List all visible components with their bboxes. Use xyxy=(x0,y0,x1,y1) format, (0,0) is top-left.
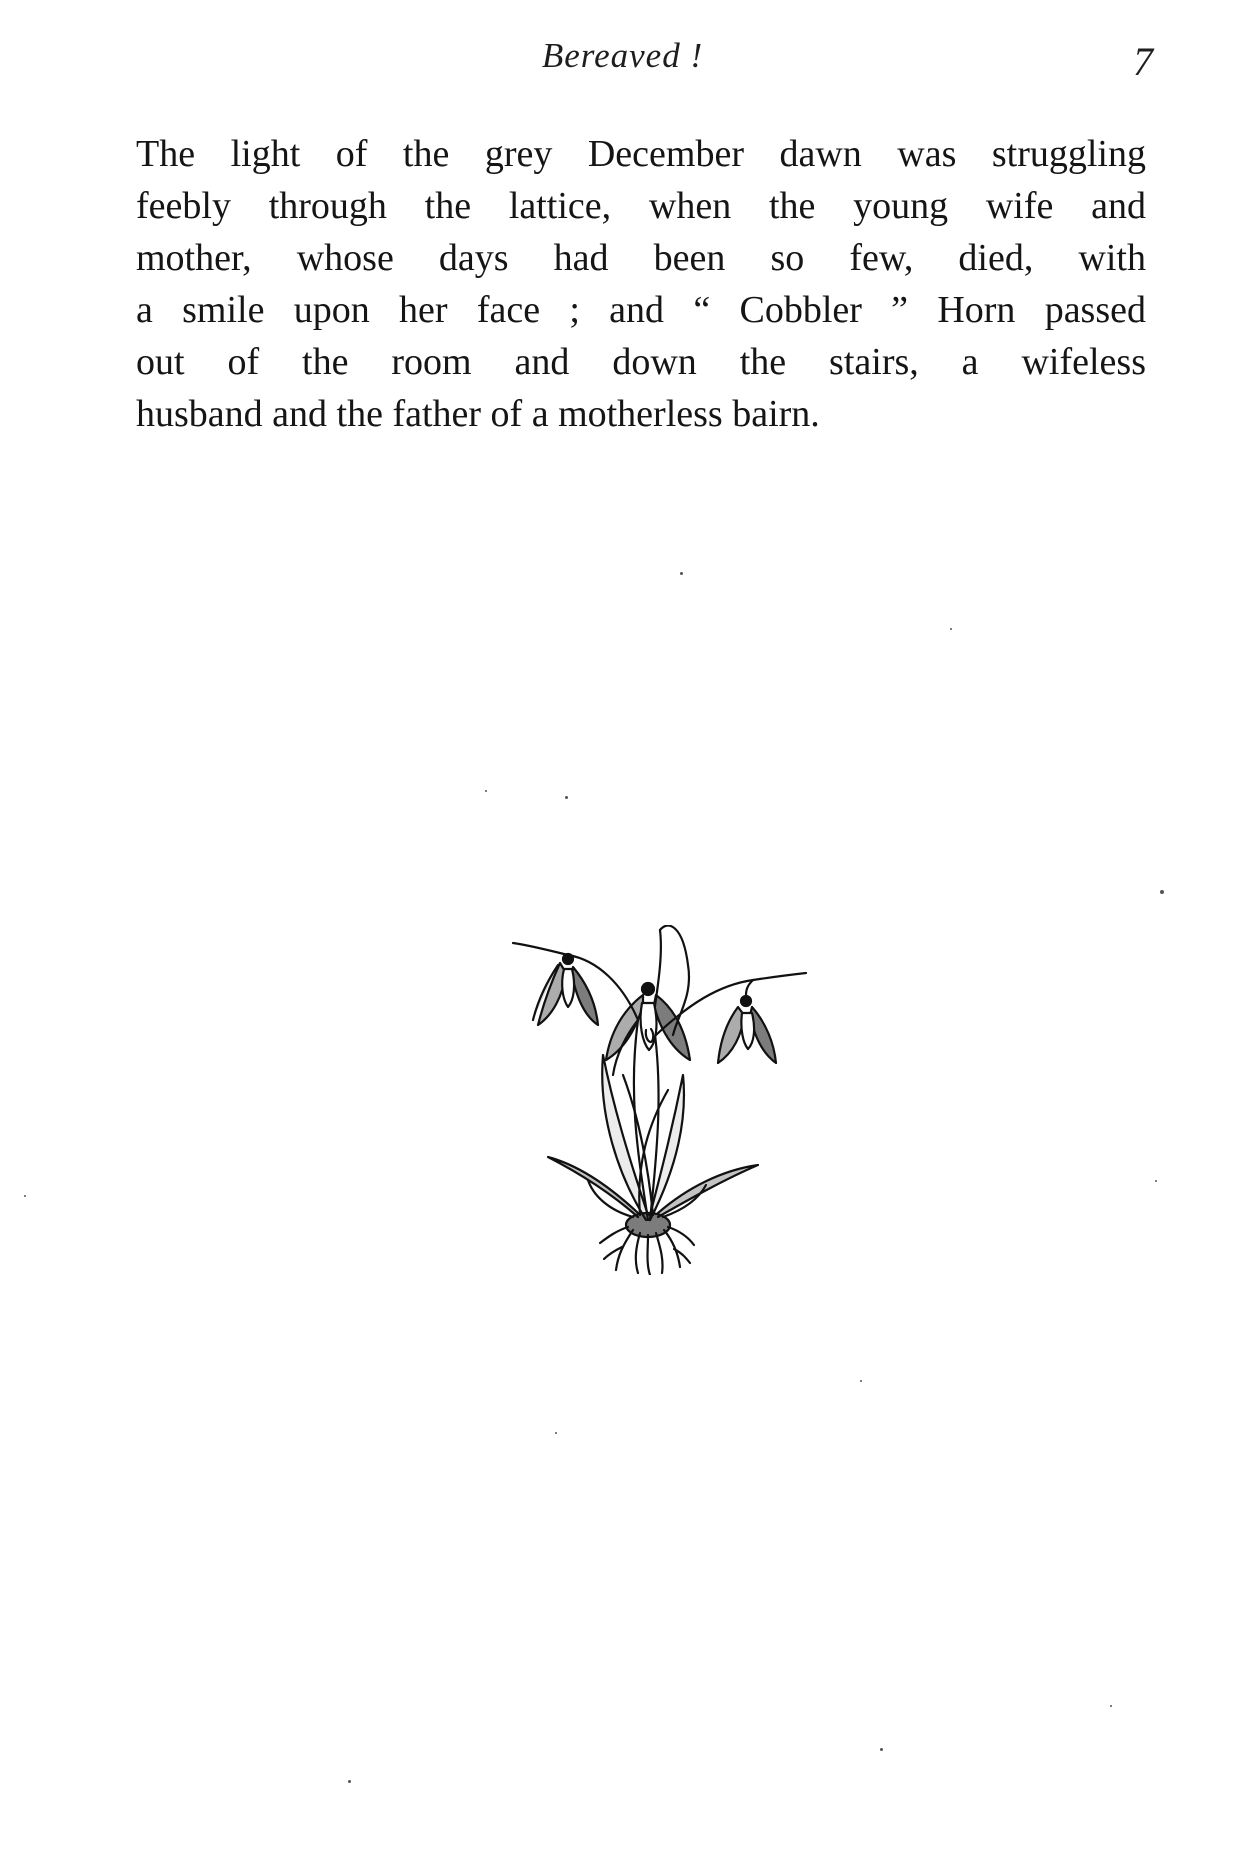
paper-speck xyxy=(555,1432,557,1434)
text-line: mother, whose days had been so few, died, with xyxy=(136,237,1146,279)
paper-speck xyxy=(1155,1180,1157,1182)
paper-speck xyxy=(565,796,568,799)
paper-speck xyxy=(880,1748,883,1751)
body-paragraph xyxy=(136,128,1146,440)
running-title: Bereaved ! xyxy=(541,36,704,75)
text-line: feebly through the lattice, when the young wife and xyxy=(136,185,1146,227)
text-line: husband and the father of a motherless bairn. xyxy=(136,393,820,435)
paper-speck xyxy=(860,1380,862,1382)
snowdrop-illustration-icon xyxy=(488,925,808,1275)
page-number: 7 xyxy=(1133,39,1153,84)
paper-speck xyxy=(1110,1705,1112,1707)
text-line: out of the room and down the stairs, a wifeless xyxy=(136,341,1146,383)
text-line: The light of the grey December dawn was struggling xyxy=(136,133,1146,175)
paper-speck xyxy=(680,572,683,575)
paper-speck xyxy=(485,790,487,792)
text-line: a smile upon her face ; and “ Cobbler ” Horn passed xyxy=(136,289,1146,331)
running-head xyxy=(0,36,1245,96)
paper-speck xyxy=(348,1780,351,1783)
paper-speck xyxy=(1160,890,1164,894)
paper-speck xyxy=(950,628,952,630)
paper-speck xyxy=(24,1195,26,1197)
